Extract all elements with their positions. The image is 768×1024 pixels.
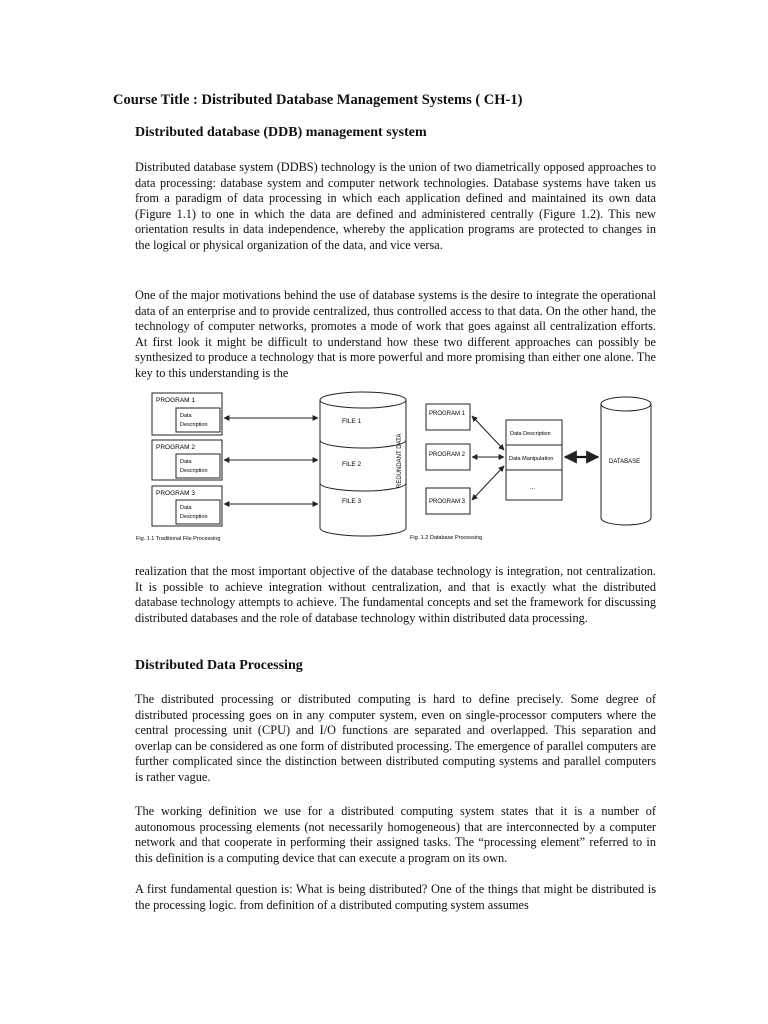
- fig2-arrow-3: [472, 466, 504, 500]
- fig2-data-description: Data Description: [510, 431, 551, 437]
- fig2-arrow-1: [472, 416, 504, 450]
- fig2-database-cylinder: [601, 397, 651, 525]
- fig1-program-3-sub2: Description: [180, 514, 208, 520]
- fig1-program-3: [152, 486, 222, 526]
- fig1-program-1-sub2: Description: [180, 422, 208, 428]
- fig2-program-1: [426, 404, 470, 430]
- paragraph-4: The distributed processing or distributed computing is hard to define precisely. Some degree of distributed processing goes on in any computer system, even on single-processor computers where the central processing unit (CPU) and I/O functions are separated and overlapped. This separation and overlap can be considered as one form of distributed processing. The emergence of parallel computers are further complicated since the distinction between distributed computing systems and parallel computers is rather vague.: [135, 692, 656, 784]
- fig1-program-1: [152, 393, 222, 435]
- fig1-program-2-sub2: Description: [180, 468, 208, 474]
- paragraph-1: Distributed database system (DDBS) technology is the union of two diametrically opposed approaches to data processing: database system and computer network technologies. Database systems have taken us from a paradigm of data processing in which each application defined and maintained its own data (Figure 1.1) to one in which the data are defined and administered centrally (Figure 1.2). This new orientation results in data independence, whereby the application programs are protected to changes in the logical or physical organization of the data, and vice versa.: [135, 160, 656, 252]
- course-title: Course Title : Distributed Database Management Systems ( CH-1): [113, 92, 523, 108]
- fig2-program-3: [426, 488, 470, 514]
- section-heading-ddb: Distributed database (DDB) management system: [135, 125, 427, 140]
- fig1-program-2-sub1: Data: [180, 459, 192, 465]
- fig2-program-2-label: PROGRAM 2: [429, 452, 466, 458]
- fig1-program-3-sub1: Data: [180, 505, 192, 511]
- fig2-caption: Fig. 1.2 Database Processing: [410, 535, 483, 541]
- fig1-file-cylinder: [320, 392, 406, 536]
- fig1-caption: Fig. 1.1 Traditional File Processing: [136, 536, 221, 542]
- fig2-dbms-ellipsis: ...: [530, 485, 536, 491]
- fig1-file-2: FILE 2: [342, 461, 362, 468]
- fig1-program-3-label: PROGRAM 3: [156, 490, 196, 497]
- fig2-database-label: DATABASE: [609, 459, 641, 465]
- fig1-file-3: FILE 3: [342, 498, 362, 505]
- fig2-program-1-label: PROGRAM 1: [429, 411, 466, 417]
- paragraph-6: A first fundamental question is: What is being distributed? One of the things that might be distributed is the processing logic. from definition of a distributed computing system assumes: [135, 882, 656, 912]
- fig1-file-1: FILE 1: [342, 418, 362, 425]
- fig1-program-2-label: PROGRAM 2: [156, 444, 196, 451]
- paragraph-5: The working definition we use for a distributed computing system states that it is a number of autonomous processing elements (not necessarily homogeneous) that are interconnected by a computer network and that cooperate in performing their assigned tasks. The “processing element” referred to in this definition is a computing device that can execute a program on its own.: [135, 804, 656, 865]
- figure-diagram: [134, 388, 658, 548]
- fig2-program-2: [426, 444, 470, 470]
- paragraph-2: One of the major motivations behind the use of database systems is the desire to integrate the operational data of an enterprise and to provide centralized, thus controlled access to that data. On the other hand, the technology of computer networks, promotes a mode of work that goes against all centralization efforts. At first look it might be difficult to understand how these two different approaches can possibly be synthesized to produce a technology that is more powerful and more promising than either one alone. The key to this understanding is the: [135, 288, 656, 380]
- figure-file-vs-database-processing: [134, 388, 658, 548]
- fig1-program-2: [152, 440, 222, 480]
- section-heading-distributed-processing: Distributed Data Processing: [135, 658, 303, 673]
- fig1-program-1-label: PROGRAM 1: [156, 397, 196, 404]
- fig2-program-3-label: PROGRAM 3: [429, 499, 466, 505]
- fig1-redundant-data-label: REDUNDANT DATA: [397, 433, 403, 488]
- fig2-dbms-box: [506, 420, 562, 500]
- fig2-data-manipulation: Data Manipulation: [509, 456, 554, 462]
- paragraph-3: realization that the most important objective of the database technology is integration, not centralization. It is possible to achieve integration without centralization, and that is exactly what the distributed database technology attempts to achieve. The fundamental concepts and set the framework for discussing distributed databases and the role of database technology within distributed data processing.: [135, 564, 656, 625]
- fig1-program-1-sub1: Data: [180, 413, 192, 419]
